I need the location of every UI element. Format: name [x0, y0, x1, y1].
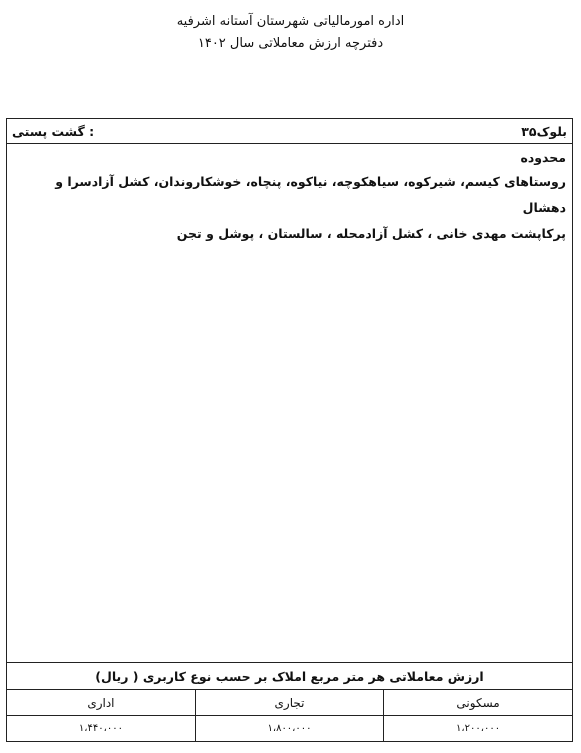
header-commercial: تجاری — [195, 690, 383, 716]
table-row — [7, 690, 572, 716]
header-residential: مسکونی — [384, 690, 572, 716]
document-header — [0, 12, 581, 54]
value-commercial: ۱،۸۰۰،۰۰۰ — [195, 716, 383, 742]
area-line-2: پرکاپشت مهدی خانی ، کشل آزادمحله ، سالستان ، پوشل و تجن — [176, 226, 566, 241]
area-section — [15, 147, 566, 247]
area-line-1: روستاهای کیسم، شیرکوه، سیاهکوچه، نیاکوه، پنچاه، خوشکاروندان، کشل آزادسرا و دهشال — [55, 174, 566, 215]
booklet-title: دفترچه ارزش معاملاتی سال ۱۴۰۲ — [197, 36, 384, 51]
area-title: محدوده — [520, 150, 566, 165]
values-table — [7, 689, 572, 741]
value-residential: ۱،۲۰۰،۰۰۰ — [384, 716, 572, 742]
post-label: : گشت پستی — [12, 123, 95, 139]
office-title: اداره امورمالیاتی شهرستان آستانه اشرفیه — [176, 14, 405, 29]
header-office: اداری — [7, 690, 195, 716]
block-label: بلوک۳۵ — [521, 123, 567, 139]
block-frame — [6, 118, 573, 742]
block-header — [7, 119, 572, 144]
table-row — [7, 716, 572, 742]
value-office: ۱،۴۴۰،۰۰۰ — [7, 716, 195, 742]
values-section — [7, 662, 572, 741]
values-title: ارزش معاملاتی هر متر مربع املاک بر حسب نوع کاربری ( ریال) — [7, 662, 572, 689]
